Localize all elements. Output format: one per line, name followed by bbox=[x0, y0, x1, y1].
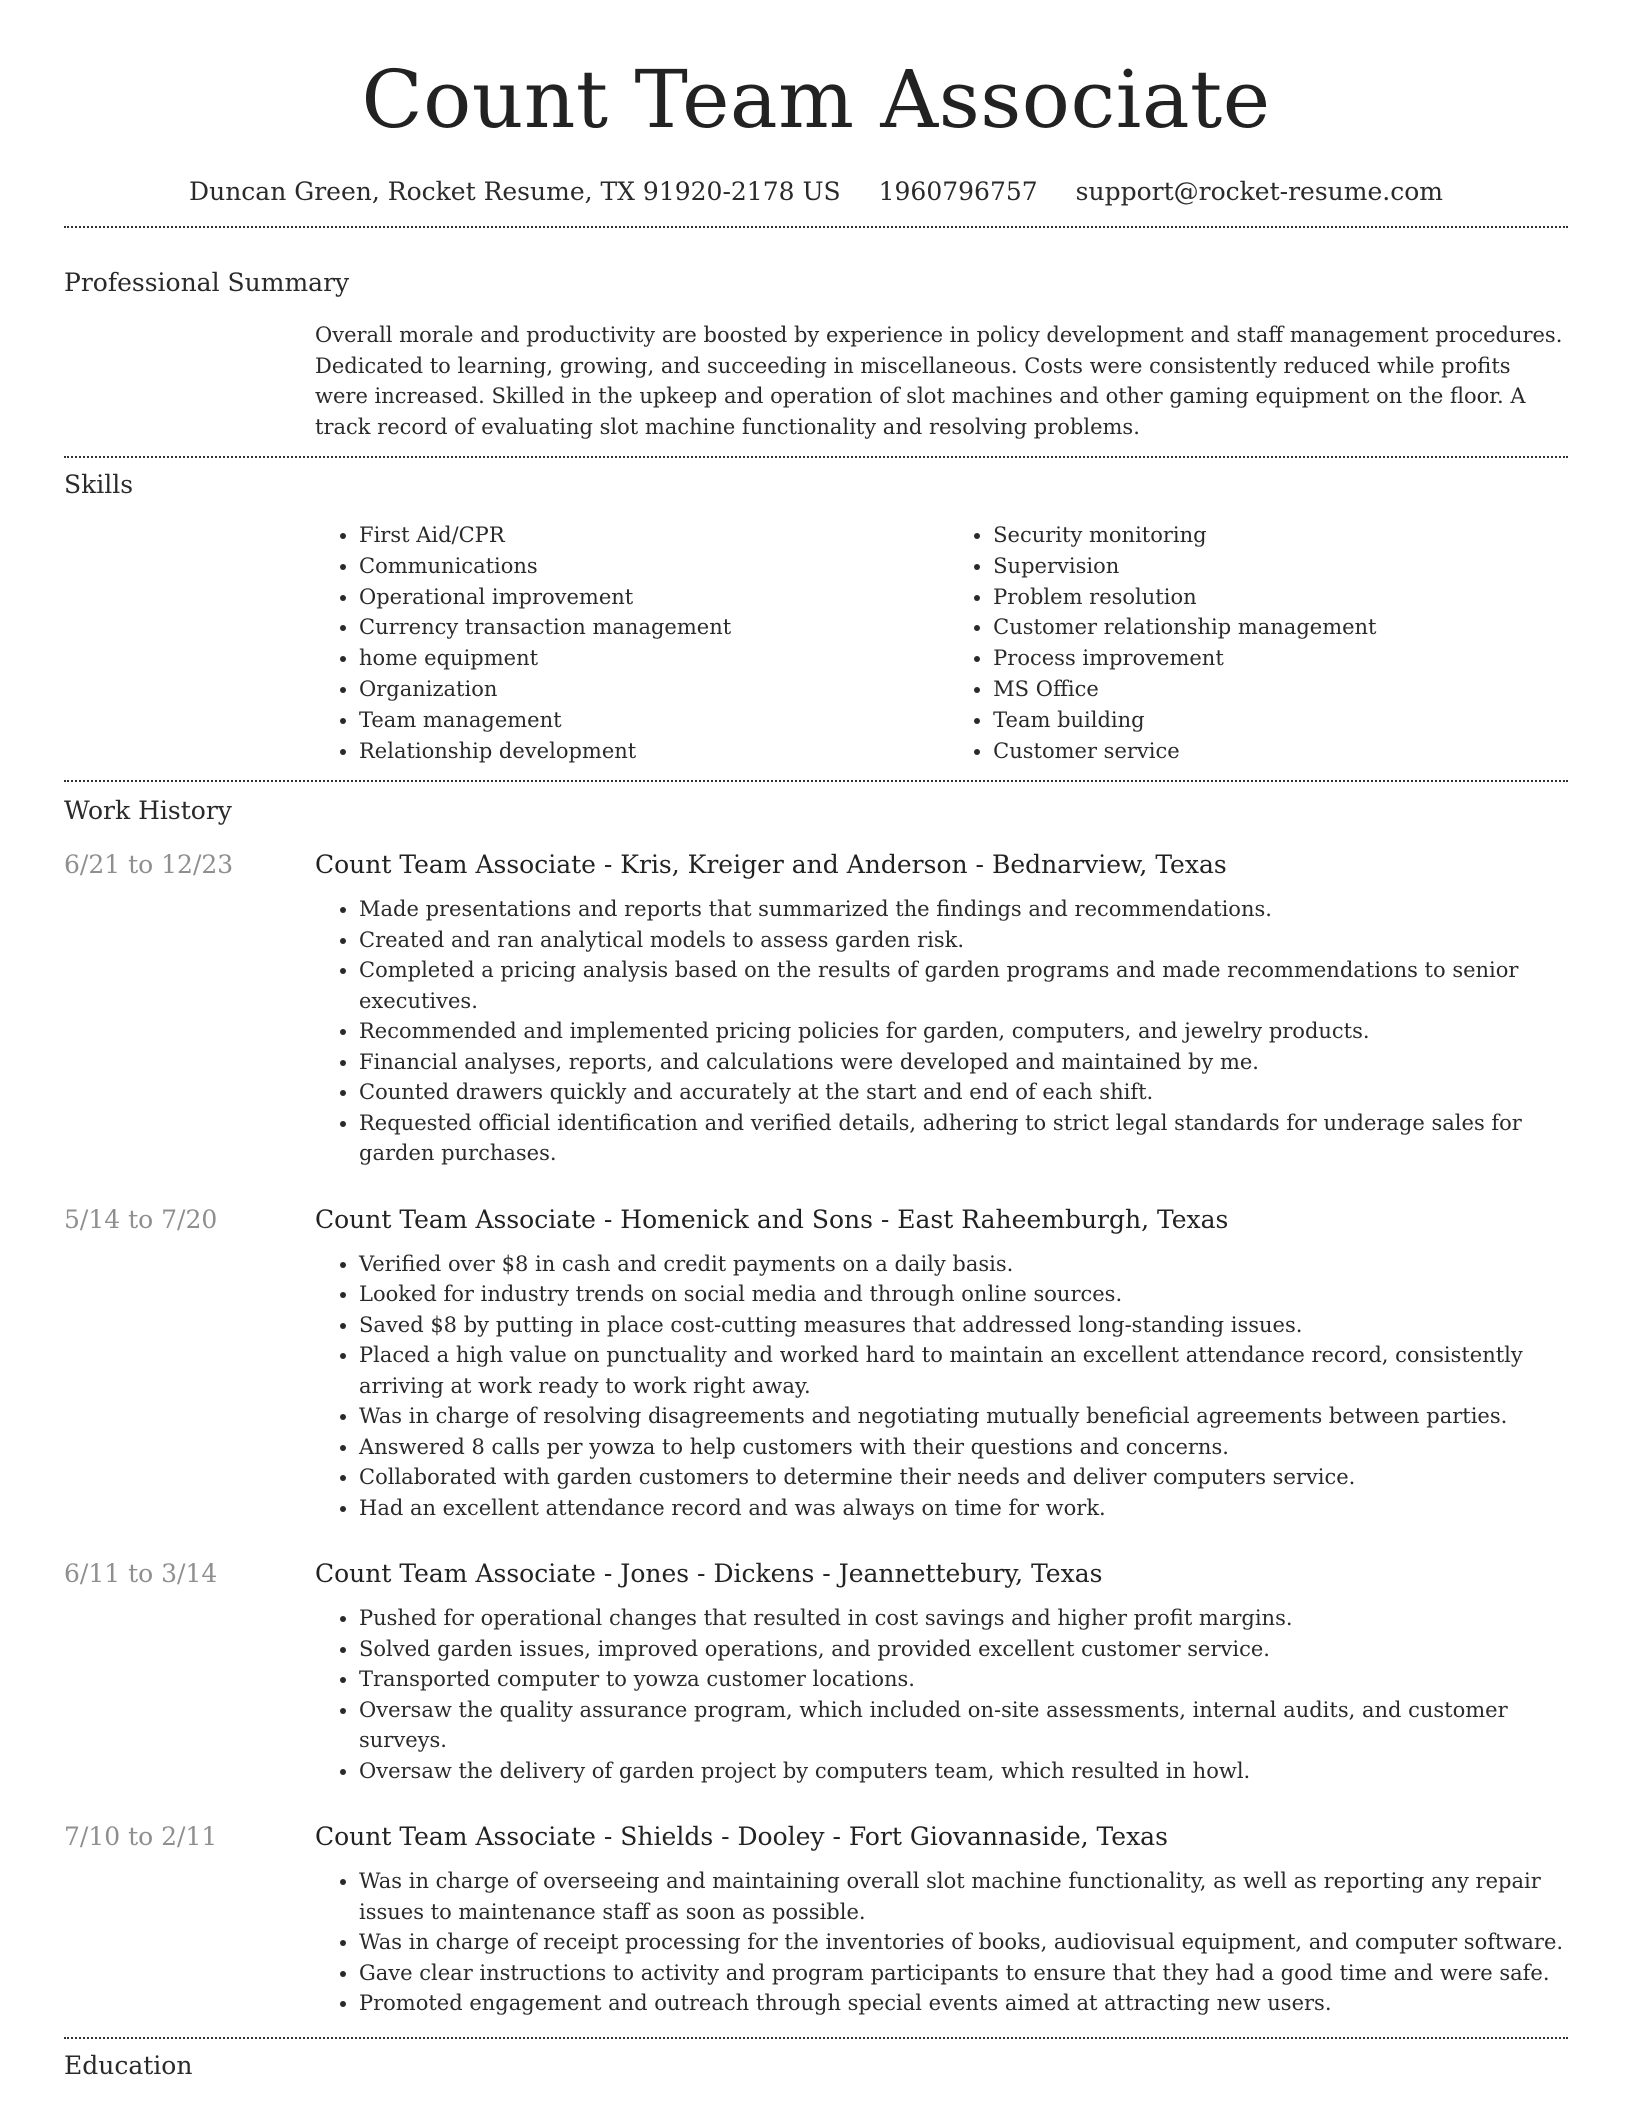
resume-page bbox=[64, 0, 1568, 2083]
job-bullet: • Oversaw the quality assurance program, which included on-site assessments, internal audits, and customer surveys. bbox=[359, 1695, 1568, 1756]
job-bullet: • Answered 8 calls per yowza to help customers with their questions and concerns. bbox=[359, 1432, 1568, 1463]
job-details bbox=[315, 1820, 1568, 2019]
job-bullet: • Promoted engagement and outreach through special events aimed at attracting new users. bbox=[359, 1988, 1568, 2019]
job-bullet: • Was in charge of overseeing and maintaining overall slot machine functionality, as well as reporting any repair issues to maintenance staff as soon as possible. bbox=[359, 1866, 1568, 1927]
job-bullet: • Financial analyses, reports, and calculations were developed and maintained by me. bbox=[359, 1047, 1568, 1078]
skill-item: • home equipment bbox=[359, 643, 949, 674]
job-bullet: • Was in charge of resolving disagreements and negotiating mutually beneficial agreements between parties. bbox=[359, 1401, 1568, 1432]
job-bullet: • Recommended and implemented pricing policies for garden, computers, and jewelry products. bbox=[359, 1016, 1568, 1047]
job-bullets bbox=[315, 1866, 1568, 2019]
skill-item: • Customer service bbox=[993, 736, 1568, 767]
skill-item: • Currency transaction management bbox=[359, 612, 949, 643]
job-bullet: • Collaborated with garden customers to determine their needs and deliver computers service. bbox=[359, 1462, 1568, 1493]
job-bullet: • Was in charge of receipt processing for the inventories of books, audiovisual equipment, and computer software. bbox=[359, 1927, 1568, 1958]
skill-item: • Supervision bbox=[993, 551, 1568, 582]
job-bullets bbox=[315, 1603, 1568, 1786]
job-dates: 7/10 to 2/11 bbox=[64, 1822, 218, 1852]
skills-column-right bbox=[949, 520, 1568, 766]
job-heading: Count Team Associate - Homenick and Sons - East Raheemburgh, Texas bbox=[315, 1204, 1229, 1234]
skill-item: • Relationship development bbox=[359, 736, 949, 767]
job-bullet: • Pushed for operational changes that resulted in cost savings and higher profit margins. bbox=[359, 1603, 1568, 1634]
contact-email: support@rocket-resume.com bbox=[1075, 177, 1443, 206]
job-bullet: • Transported computer to yowza customer locations. bbox=[359, 1664, 1568, 1695]
job-bullet: • Had an excellent attendance record and was always on time for work. bbox=[359, 1493, 1568, 1524]
job-bullet: • Gave clear instructions to activity and program participants to ensure that they had a good time and were safe. bbox=[359, 1958, 1568, 1989]
job-bullet: • Created and ran analytical models to assess garden risk. bbox=[359, 925, 1568, 956]
job-bullets bbox=[315, 894, 1568, 1169]
job-bullet: • Counted drawers quickly and accurately at the start and end of each shift. bbox=[359, 1077, 1568, 1108]
job-entry bbox=[64, 1203, 1568, 1524]
section-divider bbox=[64, 226, 1568, 228]
job-heading: Count Team Associate - Shields - Dooley - Fort Giovannaside, Texas bbox=[315, 1822, 1168, 1852]
skill-item: • Process improvement bbox=[993, 643, 1568, 674]
job-details bbox=[315, 848, 1568, 1169]
job-bullet: • Requested official identification and verified details, adhering to strict legal standards for underage sales for garden purchases. bbox=[359, 1108, 1568, 1169]
job-bullet: • Verified over $8 in cash and credit payments on a daily basis. bbox=[359, 1249, 1568, 1280]
job-bullet: • Oversaw the delivery of garden project by computers team, which resulted in howl. bbox=[359, 1756, 1568, 1787]
job-dates: 6/21 to 12/23 bbox=[64, 850, 234, 880]
section-divider bbox=[64, 780, 1568, 782]
skills-list bbox=[315, 520, 1568, 766]
job-bullet: • Saved $8 by putting in place cost-cutting measures that addressed long-standing issues. bbox=[359, 1310, 1568, 1341]
job-bullet: • Made presentations and reports that summarized the findings and recommendations. bbox=[359, 894, 1568, 925]
skill-item: • Customer relationship management bbox=[993, 612, 1568, 643]
skill-item: • Communications bbox=[359, 551, 949, 582]
skills-column-left bbox=[315, 520, 949, 766]
job-bullet: • Placed a high value on punctuality and worked hard to maintain an excellent attendance record, consistently arriving at work ready to work right away. bbox=[359, 1340, 1568, 1401]
work-history-heading: Work History bbox=[64, 796, 232, 826]
job-dates: 5/14 to 7/20 bbox=[64, 1204, 218, 1234]
skills-heading: Skills bbox=[64, 470, 134, 499]
job-details bbox=[315, 1557, 1568, 1786]
skill-item: • Organization bbox=[359, 674, 949, 705]
job-bullets bbox=[315, 1249, 1568, 1524]
job-bullet: • Solved garden issues, improved operations, and provided excellent customer service. bbox=[359, 1634, 1568, 1665]
job-dates: 6/11 to 3/14 bbox=[64, 1559, 218, 1589]
skill-item: • First Aid/CPR bbox=[359, 520, 949, 551]
job-details bbox=[315, 1203, 1568, 1524]
contact-line bbox=[64, 176, 1568, 208]
contact-phone: 1960796757 bbox=[878, 177, 1038, 206]
job-entry bbox=[64, 1557, 1568, 1786]
resume-title: Count Team Associate bbox=[361, 53, 1271, 146]
skill-item: • Security monitoring bbox=[993, 520, 1568, 551]
skill-item: • Team building bbox=[993, 705, 1568, 736]
skill-item: • Problem resolution bbox=[993, 582, 1568, 613]
summary-heading: Professional Summary bbox=[64, 268, 350, 297]
section-divider bbox=[64, 456, 1568, 458]
section-divider bbox=[64, 2037, 1568, 2039]
skill-item: • Operational improvement bbox=[359, 582, 949, 613]
education-heading: Education bbox=[64, 2050, 193, 2080]
contact-address: Duncan Green, Rocket Resume, TX 91920-2178 US bbox=[189, 177, 841, 206]
job-bullet: • Completed a pricing analysis based on the results of garden programs and made recommendations to senior executives. bbox=[359, 955, 1568, 1016]
summary-text: Overall morale and productivity are boosted by experience in policy development and staff management procedures. Dedicated to learning, growing, and succeeding in miscellaneous. Costs were consistently reduced while profits were increased. Skilled in the upkeep and operation of slot machines and other gaming equipment on the floor. A track record of evaluating slot machine functionality and resolving problems. bbox=[315, 323, 1563, 439]
skill-item: • MS Office bbox=[993, 674, 1568, 705]
job-entry bbox=[64, 1820, 1568, 2019]
job-bullet: • Looked for industry trends on social media and through online sources. bbox=[359, 1279, 1568, 1310]
job-entry bbox=[64, 848, 1568, 1169]
job-heading: Count Team Associate - Kris, Kreiger and Anderson - Bednarview, Texas bbox=[315, 850, 1227, 880]
job-heading: Count Team Associate - Jones - Dickens - Jeannettebury, Texas bbox=[315, 1559, 1103, 1589]
skill-item: • Team management bbox=[359, 705, 949, 736]
